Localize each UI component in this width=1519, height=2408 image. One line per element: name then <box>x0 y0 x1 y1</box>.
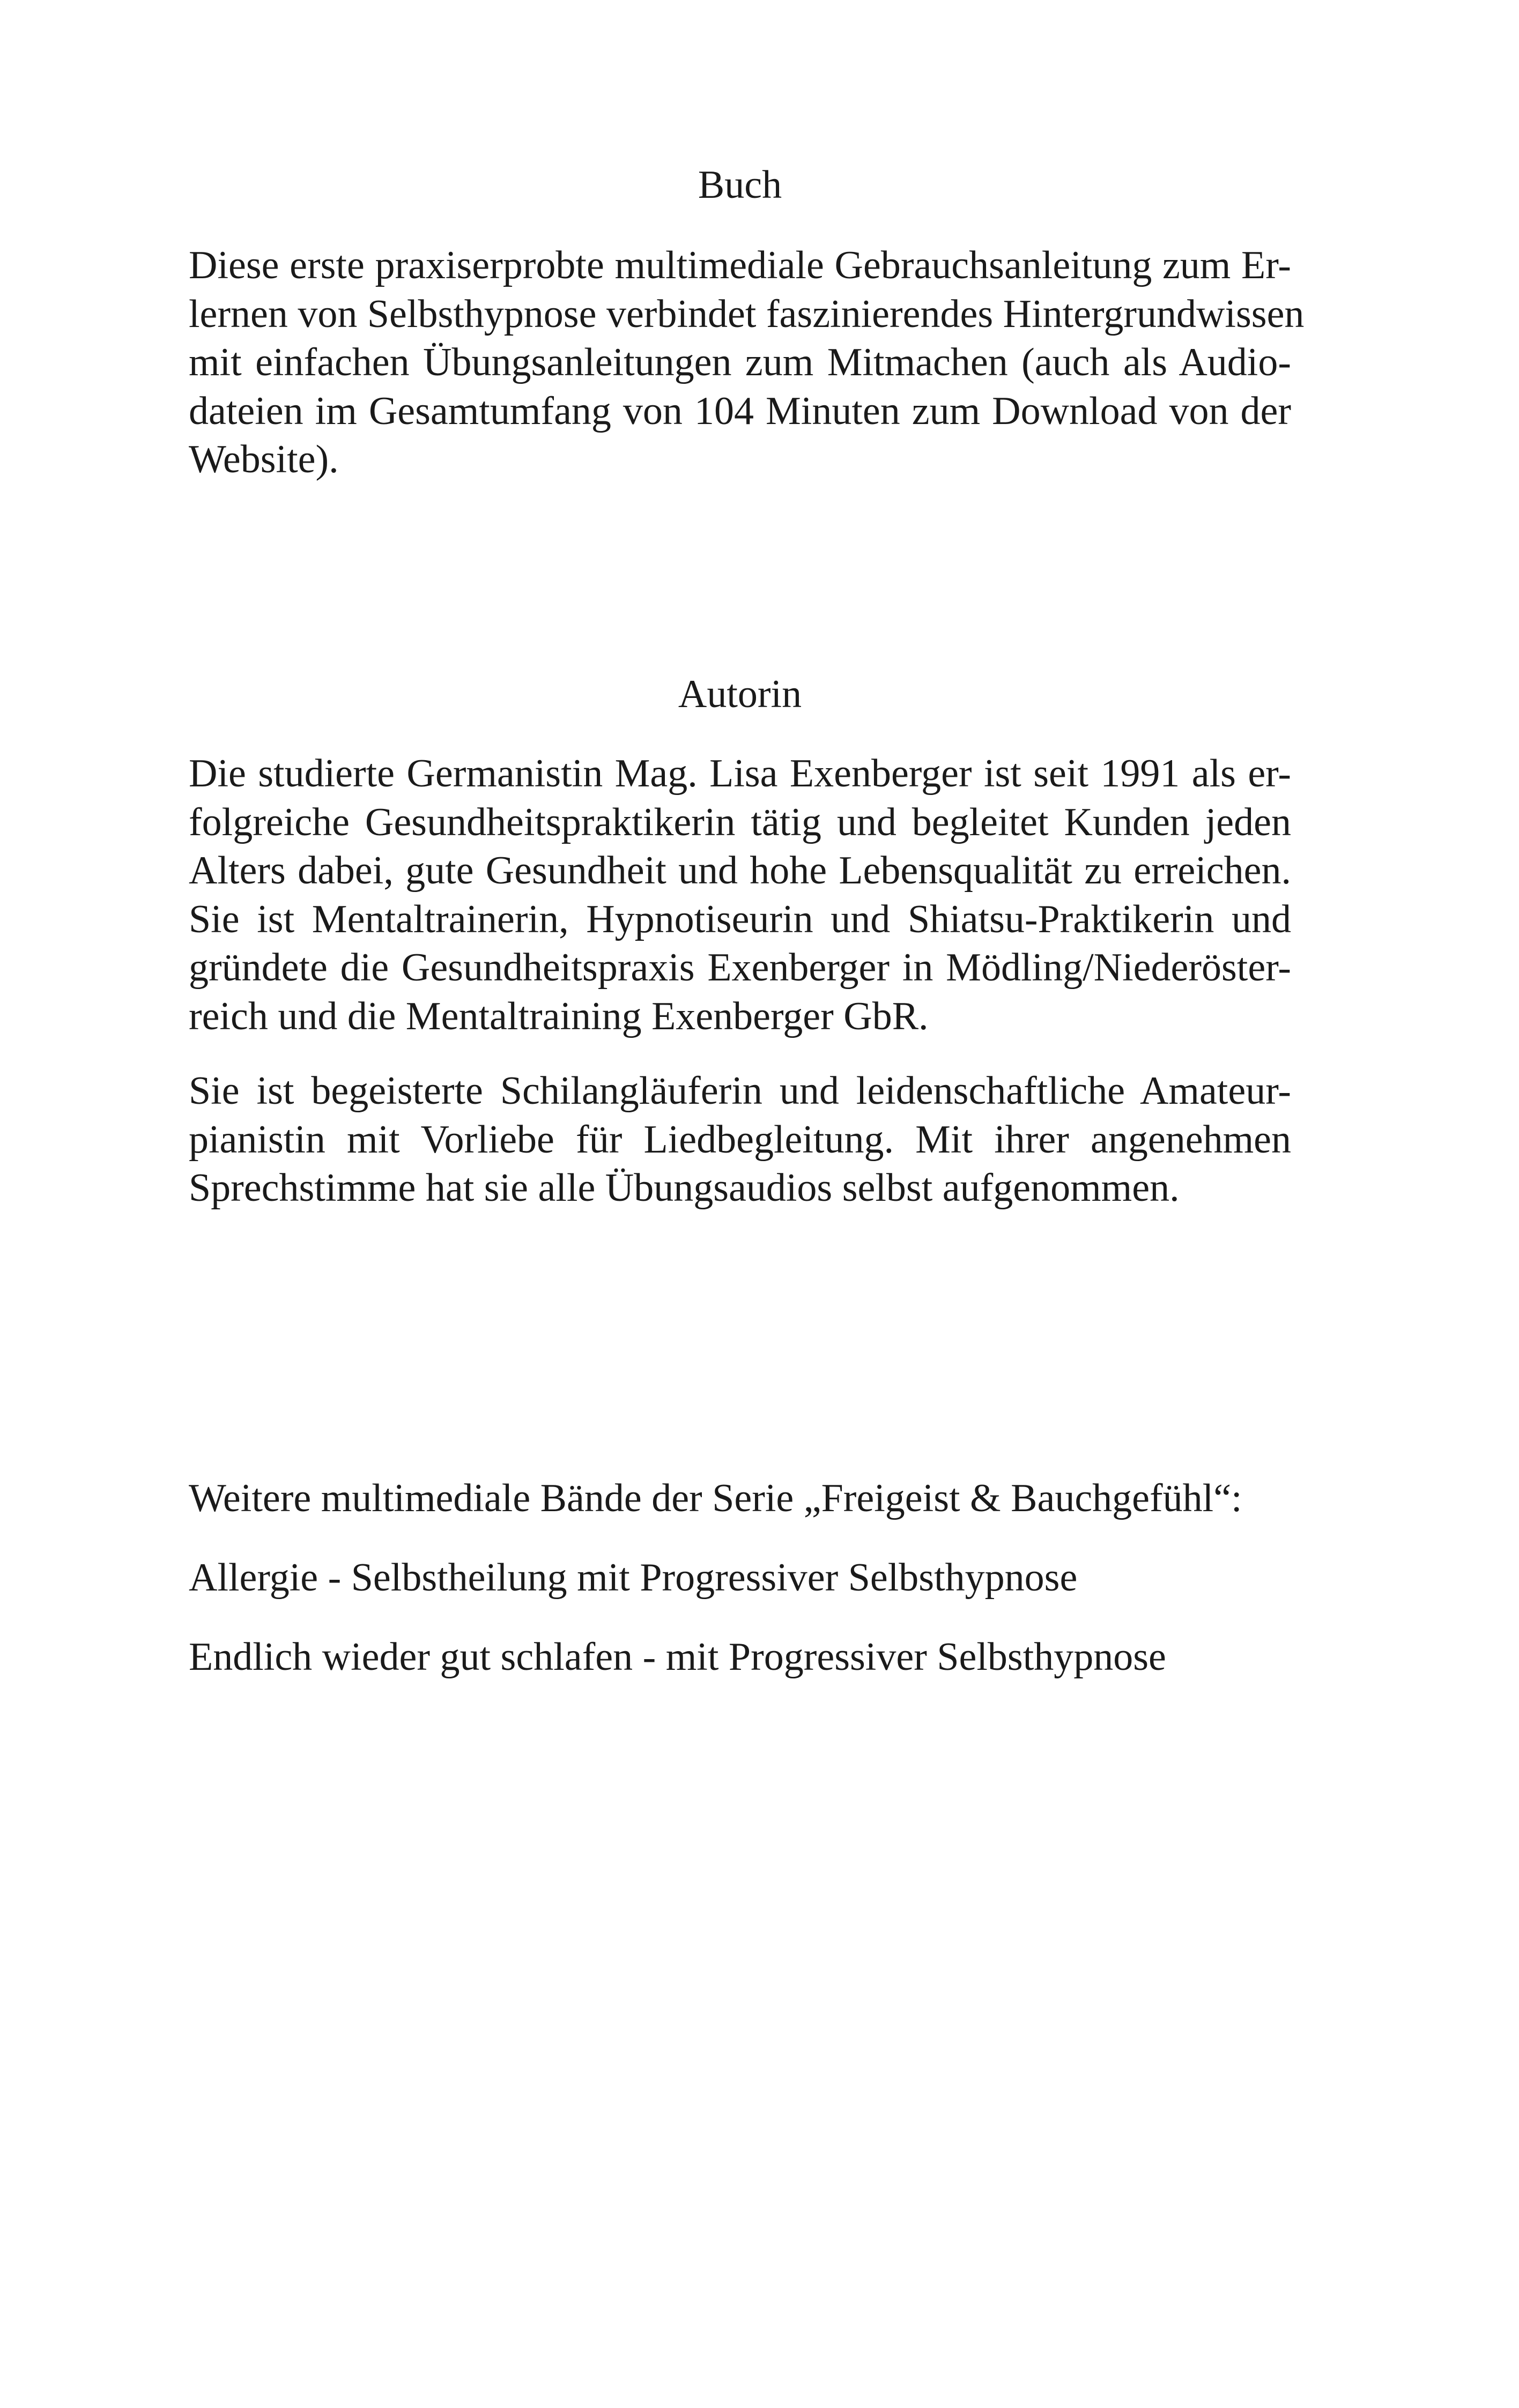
series-title-2: Endlich wieder gut schlafen - mit Progressiver Selbsthypnose <box>189 1635 1166 1679</box>
author-bio-line: Sie ist Mentaltrainerin, Hypnotiseurin und Shiatsu-Praktikerin und <box>189 897 1291 941</box>
author-bio-line: gründete die Gesundheitspraxis Exenberger in Mödling/Niederöster- <box>189 946 1291 990</box>
book-description <box>189 241 1305 484</box>
book-description-line: mit einfachen Übungsanleitungen zum Mitmachen (auch als Audio- <box>189 340 1291 384</box>
series-intro: Weitere multimediale Bände der Serie „Freigeist & Bauchgefühl“: <box>189 1476 1242 1520</box>
author-bio-line: reich und die Mentaltraining Exenberger GbR. <box>189 994 929 1038</box>
author-bio-paragraph-2 <box>189 1067 1291 1213</box>
author-bio-line: Alters dabei, gute Gesundheit und hohe Lebensqualität zu erreichen. <box>189 849 1291 893</box>
author-heading: Autorin <box>678 672 802 716</box>
series-title-1: Allergie - Selbstheilung mit Progressiver Selbsthypnose <box>189 1556 1078 1600</box>
author-bio-line: folgreiche Gesundheitspraktikerin tätig und begleitet Kunden jeden <box>189 800 1291 844</box>
book-description-line: dateien im Gesamtumfang von 104 Minuten zum Download von der <box>189 389 1291 433</box>
book-description-line: lernen von Selbsthypnose verbindet faszinierendes Hintergrundwissen <box>189 292 1305 336</box>
book-description-line: Website). <box>189 437 339 481</box>
book-description-line: Diese erste praxiserprobte multimediale Gebrauchsanleitung zum Er- <box>189 243 1291 287</box>
author-bio-paragraph-1 <box>189 749 1291 1041</box>
author-bio-line: Sprechstimme hat sie alle Übungsaudios selbst aufgenommen. <box>189 1166 1180 1210</box>
author-bio-line: pianistin mit Vorliebe für Liedbegleitung. Mit ihrer angenehmen <box>189 1117 1291 1162</box>
book-heading: Buch <box>698 163 782 207</box>
author-bio-line: Die studierte Germanistin Mag. Lisa Exenberger ist seit 1991 als er- <box>189 752 1291 796</box>
author-bio-line: Sie ist begeisterte Schilangläuferin und leidenschaftliche Amateur- <box>189 1069 1291 1113</box>
